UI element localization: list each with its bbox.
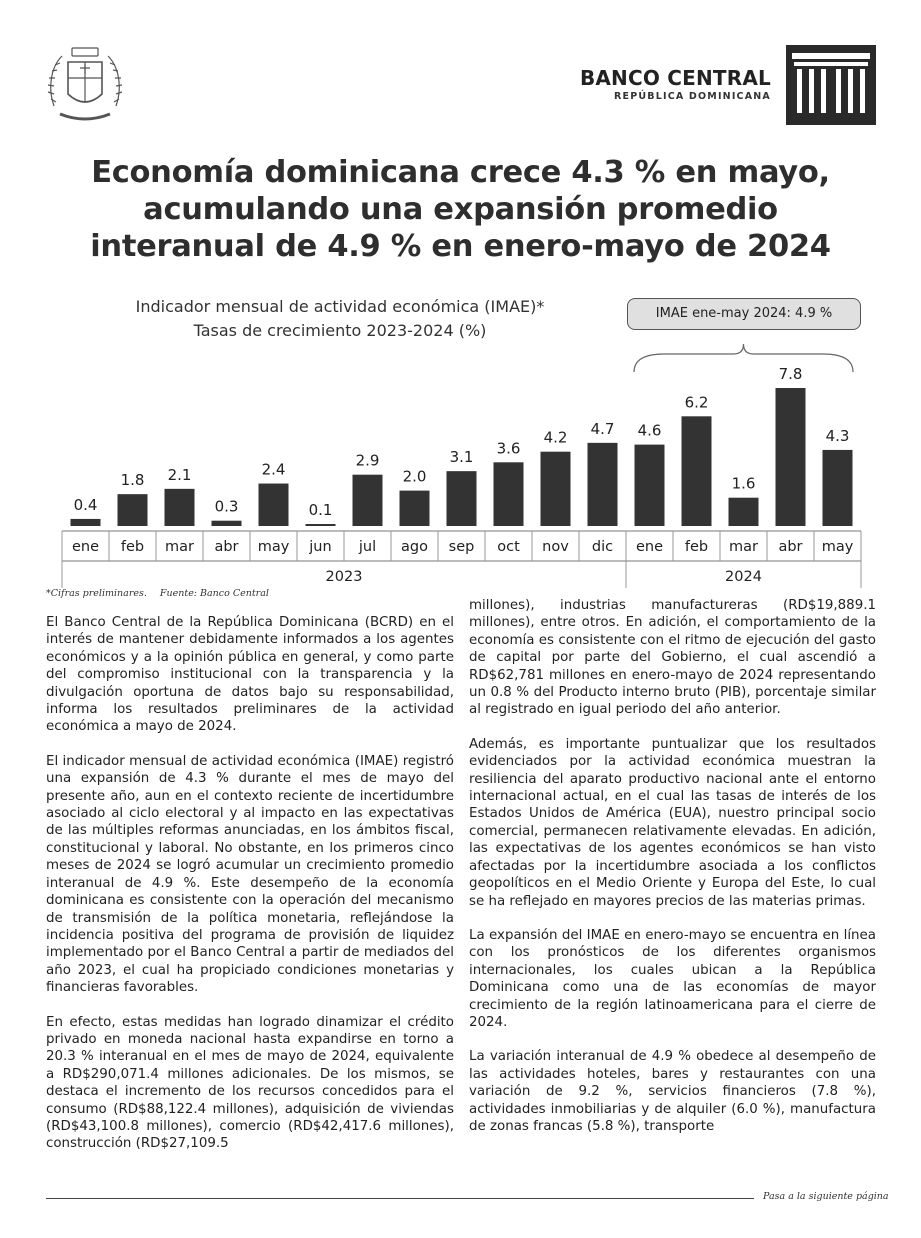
- chart-bar: [541, 452, 571, 526]
- callout-brace: [634, 344, 853, 372]
- body-column-left: [46, 614, 454, 1170]
- paragraph: El indicador mensual de actividad económica (IMAE) registró una expansión de 4.3 % durante el mes de mayo del presente año, aun en el contexto reciente de incertidumbre asociado al ciclo electoral y al impacto en las expectativas de las múltiples reformas anunciadas, en los ámbitos fiscal, constitucional y laboral. No obstante, en los primeros cinco meses de 2024 se logró acumular un crecimiento promedio interanual de 4.9 %. Este desempeño de la economía dominicana es consistente con la operación del mecanismo de transmisión de la política monetaria, reflejándose la incidencia positiva del programa de provisión de liquidez implementado por el Banco Central a partir de mediados del año 2023, el cual ha propiciado condiciones monetarias y financieras favorables.: [46, 753, 454, 996]
- category-label: ene: [71, 539, 100, 555]
- paragraph: El Banco Central de la República Dominicana (BCRD) en el interés de mantener debidamente informados a los agentes económicos y a la opinión pública en general, y como parte del compromiso institucional con la transparencia y la divulgación oportuna de datos bajo su responsabilidad, informa los resultados preliminares de la actividad económica a mayo de 2024.: [46, 615, 454, 735]
- chart-bar: [776, 388, 806, 526]
- year-label: 2023: [325, 569, 363, 585]
- bar-value-label: 4.2: [543, 428, 568, 447]
- chart-footnote: [46, 588, 279, 599]
- footnote-source: Fuente: Banco Central: [159, 588, 269, 599]
- bar-value-label: 6.2: [684, 393, 709, 412]
- category-label: dic: [591, 539, 614, 555]
- chart-callout: IMAE ene-may 2024: 4.9 %: [627, 298, 861, 330]
- category-label: mar: [729, 539, 758, 555]
- bar-value-label: 0.1: [308, 501, 333, 519]
- imae-bar-chart: [0, 0, 921, 600]
- paragraph: Además, es importante puntualizar que los resultados evidenciados por la actividad económica muestran la resiliencia del aparato productivo nacional ante el entorno internacional actual, en el cual las tasas de interés de los Estados Unidos de América (EUA), nuestro principal socio comercial, permanecen relativamente elevadas. En adición, las expectativas de los agentes económicos se han visto afectadas por la incertidumbre asociada a los conflictos geopolíticos en el Medio Oriente y Europa del Este, lo cual se ha reflejado en mayores precios de las materias primas.: [469, 736, 876, 909]
- category-label: nov: [542, 539, 569, 555]
- category-label: ago: [401, 539, 428, 555]
- category-label: oct: [497, 539, 520, 555]
- chart-bar: [259, 484, 289, 526]
- chart-bar: [447, 471, 477, 526]
- year-label: 2024: [725, 569, 762, 585]
- bar-value-label: 4.3: [825, 426, 850, 445]
- category-label: sep: [448, 539, 475, 555]
- chart-bar: [588, 443, 618, 526]
- bar-value-label: 2.4: [261, 460, 286, 479]
- category-label: feb: [684, 539, 709, 555]
- bar-value-label: 3.1: [449, 448, 474, 467]
- chart-bar: [353, 475, 383, 526]
- category-label: abr: [214, 539, 239, 555]
- chart-title: Indicador mensual de actividad económica (IMAE)*: [135, 297, 545, 316]
- category-label: ene: [635, 539, 664, 555]
- bar-value-label: 3.6: [496, 439, 521, 458]
- bar-value-label: 4.7: [590, 419, 615, 438]
- chart-bar: [306, 524, 336, 526]
- headline-line: Economía dominicana crece 4.3 % en mayo,: [91, 155, 830, 190]
- bar-value-label: 1.6: [731, 474, 756, 493]
- bar-value-label: 0.4: [73, 495, 98, 514]
- category-label: may: [257, 539, 290, 555]
- headline-line: acumulando una expansión promedio: [143, 192, 778, 227]
- category-label: jun: [309, 539, 332, 555]
- bar-value-label: 2.1: [167, 465, 192, 484]
- footnote-note: *Cifras preliminares.: [46, 588, 147, 599]
- paragraph: En efecto, estas medidas han logrado dinamizar el crédito privado en moneda nacional hasta expandirse en torno a 20.3 % interanual en el mes de mayo de 2024, equivalente a RD$290,071.4 millones adicionales. De los mismos, se destaca el incremento de los recursos concedidos para el consumo (RD$88,122.4 millones), adquisición de viviendas (RD$43,100.8 millones), comercio (RD$42,417.6 millones), construcción (RD$27,109.5: [46, 1014, 454, 1152]
- brand-subtitle: REPÚBLICA DOMINICANA: [613, 91, 771, 102]
- category-label: mar: [165, 539, 194, 555]
- bar-value-label: 2.9: [355, 451, 380, 470]
- chart-subtitle: Tasas de crecimiento 2023-2024 (%): [193, 321, 487, 340]
- chart-bar: [212, 521, 242, 526]
- chart-bar: [823, 450, 853, 526]
- bar-value-label: 2.0: [402, 467, 427, 486]
- category-label: jul: [358, 539, 377, 555]
- chart-bar: [165, 489, 195, 526]
- bar-value-label: 0.3: [214, 497, 239, 516]
- chart-bar: [682, 416, 712, 526]
- chart-bar: [494, 462, 524, 526]
- next-page-note: Pasa a la siguiente página: [763, 1191, 889, 1202]
- bar-value-label: 4.6: [637, 421, 662, 440]
- paragraph: La expansión del IMAE en enero-mayo se encuentra en línea con los pronósticos de los diferentes organismos internacionales, los cuales ubican a la República Dominicana como una de las economías de mayor crecimiento de la región latinoamericana para el cierre de 2024.: [469, 927, 876, 1030]
- category-label: may: [821, 539, 854, 555]
- footer-divider: [46, 1198, 754, 1199]
- category-label: abr: [778, 539, 803, 555]
- chart-bar: [635, 445, 665, 526]
- bar-value-label: 1.8: [120, 471, 145, 490]
- paragraph: La variación interanual de 4.9 % obedece al desempeño de las actividades hoteles, bares y restaurantes con una variación de 9.2 %, servicios financieros (7.8 %), actividades inmobiliarias y de alquiler (6.0 %), manufactura de zonas francas (5.8 %), transporte: [469, 1049, 876, 1134]
- body-column-right: [469, 597, 876, 1152]
- brand-name: BANCO CENTRAL: [579, 66, 771, 90]
- bar-value-label: 7.8: [778, 365, 803, 383]
- headline-line: interanual de 4.9 % en enero-mayo de 2024: [90, 229, 831, 264]
- chart-bar: [118, 494, 148, 526]
- chart-bar: [71, 519, 101, 526]
- chart-bar: [729, 498, 759, 526]
- paragraph: millones), industrias manufactureras (RD$19,889.1 millones), entre otros. En adición, el comportamiento de la economía es consistente con el ritmo de ejecución del gasto de capital por parte del Gobierno, el cual ascendió a RD$62,781 millones en enero-mayo de 2024 representando un 0.8 % del Producto interno bruto (PIB), porcentaje similar al registrado en igual periodo del año anterior.: [469, 598, 876, 718]
- chart-bar: [400, 491, 430, 526]
- category-label: feb: [120, 539, 145, 555]
